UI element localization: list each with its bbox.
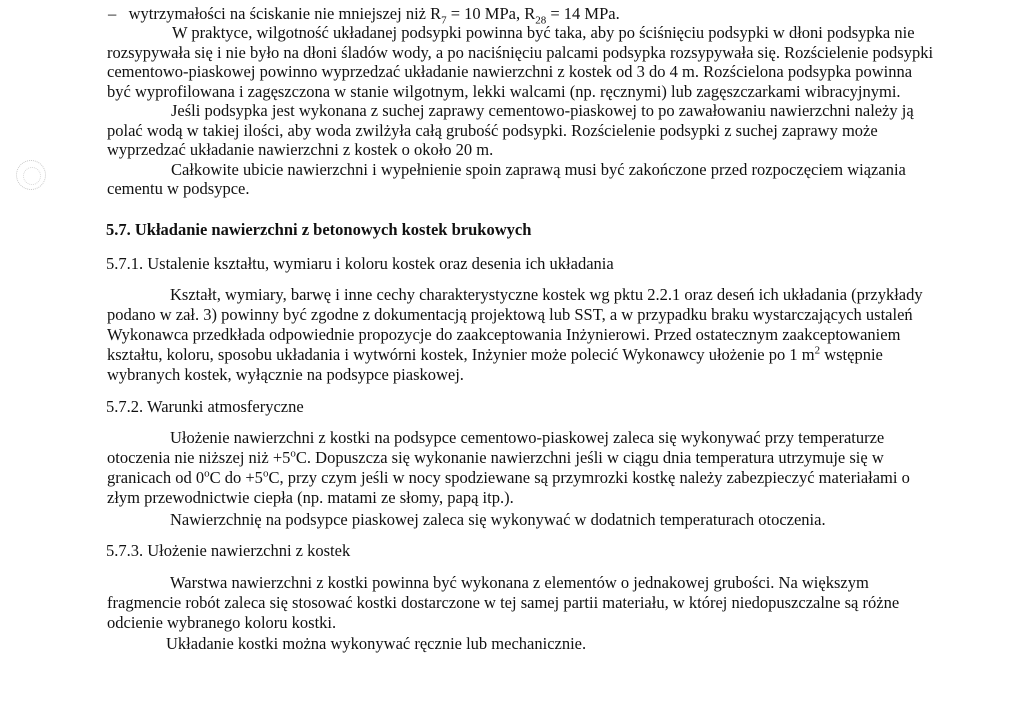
paragraph-line: Całkowite ubicie nawierzchni i wypełnienie spoin zaprawą musi być zakończone przed rozpoczęciem wiązania <box>171 160 906 179</box>
text-segment: kształtu, koloru, sposobu układania i wytwórni kostek, Inżynier może polecić Wykonawcy ułożenie po 1 m <box>107 345 815 364</box>
text-segment: C do +5 <box>209 468 263 487</box>
paragraph-line: złym przewodnictwie ciepła (np. matami ze słomy, papą itp.). <box>107 488 514 507</box>
paragraph-line <box>107 468 910 488</box>
subsection-heading-5-7-1: 5.7.1. Ustalenie kształtu, wymiaru i koloru kostek oraz desenia ich układania <box>106 254 614 273</box>
text-segment: C, przy czym jeśli w nocy spodziewane są przymrozki kostkę należy zabezpieczyć materiałami o <box>268 468 910 487</box>
paragraph-line: wyprzedzać układanie nawierzchni z kostek o około 20 m. <box>107 140 494 159</box>
paragraph-line: podano w zał. 3) powinny być zgodne z dokumentacją projektową lub SST, a w przypadku braku wystarczających ustaleń <box>107 305 913 324</box>
paragraph-line: rozsypywała się i nie było na dłoni śladów wody, a po naciśnięciu palcami podsypka rozsypywała się. Rozścielenie podsypki <box>107 43 934 62</box>
subsection-heading-5-7-3: 5.7.3. Ułożenie nawierzchni z kostek <box>106 541 351 560</box>
bullet-dash: – <box>108 4 117 23</box>
requirement-bullet-line <box>108 4 620 27</box>
paragraph-line: wybranych kostek, wyłącznie na podsypce piaskowej. <box>107 365 464 384</box>
paragraph-line: W praktyce, wilgotność układanej podsypki powinna być taka, aby po ściśnięciu podsypki w dłoni podsypka nie <box>172 23 915 42</box>
paragraph-line: odcienie wybranego koloru kostki. <box>107 613 337 632</box>
paragraph-line: polać wodą w takiej ilości, aby woda zwilżyła całą grubość podsypki. Rozścielenie podsypki z suchej zaprawy może <box>107 121 878 140</box>
paragraph-line: cementowo-piaskowej powinno wyprzedzać układanie nawierzchni z kostek od 3 do 4 m. Rozścielona podsypka powinna <box>107 62 913 81</box>
paragraph-line: Warstwa nawierzchni z kostki powinna być wykonana z elementów o jednakowej grubości. Na większym <box>170 573 869 592</box>
subscript: 7 <box>441 14 447 27</box>
superscript: o <box>290 447 296 460</box>
text-segment: otoczenia nie niższej niż +5 <box>107 448 291 467</box>
text-segment: = 10 MPa, R <box>446 4 536 23</box>
paragraph-line: cementu w podsypce. <box>107 179 250 198</box>
paragraph-line <box>107 448 884 468</box>
superscript: 2 <box>814 344 821 357</box>
faint-stamp-mark <box>16 160 46 190</box>
paragraph-line: fragmencie robót zaleca się stosować kostki dostarczone w tej samej partii materiału, w której niedopuszczalne są różne <box>107 593 900 612</box>
paragraph-line: Wykonawca przedkłada odpowiednie propozycje do zaakceptowania Inżynierowi. Przed ostatecznym zaakceptowaniem <box>107 325 901 344</box>
text-segment: C. Dopuszcza się wykonanie nawierzchni jeśli w ciągu dnia temperatura utrzymuje się w <box>295 448 884 467</box>
text-segment: granicach od 0 <box>107 468 205 487</box>
paragraph-line <box>107 345 883 365</box>
text-segment: wytrzymałości na ściskanie nie mniejszej niż R <box>128 4 442 23</box>
section-heading-5-7: 5.7. Układanie nawierzchni z betonowych kostek brukowych <box>106 220 532 239</box>
paragraph-line: Nawierzchnię na podsypce piaskowej zaleca się wykonywać w dodatnich temperaturach otoczenia. <box>170 510 826 529</box>
text-segment: = 14 MPa. <box>546 4 620 23</box>
text-segment: wstępnie <box>820 345 883 364</box>
paragraph-line: Jeśli podsypka jest wykonana z suchej zaprawy cementowo-piaskowej to po zawałowaniu nawierzchni należy ją <box>171 101 914 120</box>
paragraph-line: Kształt, wymiary, barwę i inne cechy charakterystyczne kostek wg pktu 2.2.1 oraz deseń ich układania (przykłady <box>170 285 923 304</box>
superscript: o <box>204 467 210 480</box>
paragraph-line: być wyprofilowana i zagęszczona w stanie wilgotnym, lekki walcami (np. ręcznymi) lub zagęszczarkami wibracyjnymi. <box>107 82 901 101</box>
subscript: 28 <box>535 14 547 27</box>
superscript: o <box>262 467 269 480</box>
paragraph-line: Układanie kostki można wykonywać ręcznie lub mechanicznie. <box>166 634 587 653</box>
paragraph-line: Ułożenie nawierzchni z kostki na podsypce cementowo-piaskowej zaleca się wykonywać przy temperaturze <box>170 428 885 447</box>
subsection-heading-5-7-2: 5.7.2. Warunki atmosferyczne <box>106 397 304 416</box>
